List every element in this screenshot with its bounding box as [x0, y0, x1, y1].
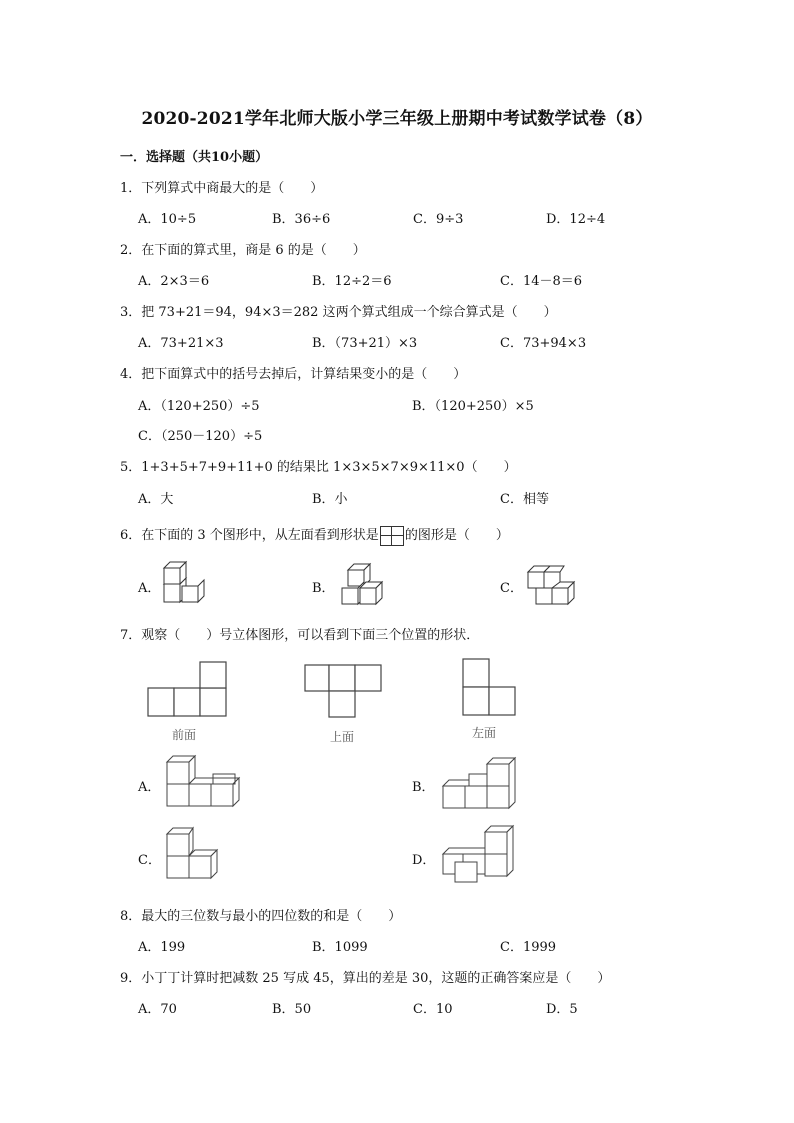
q7-option-a[interactable]: A． [138, 780, 161, 795]
question-4-stem: 4．把下面算式中的括号去掉后，计算结果变小的是（ ） [120, 367, 467, 382]
q8-option-b[interactable]: B．1099 [312, 940, 368, 955]
q1-option-b[interactable]: B．36÷6 [272, 212, 331, 227]
left-view-label: 左面 [472, 726, 497, 740]
q2-option-a[interactable]: A．2×3＝6 [138, 274, 210, 289]
q3-option-b[interactable]: B．（73+21）×3 [312, 336, 418, 351]
q1-option-a[interactable]: A．10÷5 [138, 212, 197, 227]
q6-option-c[interactable]: C． [500, 581, 523, 596]
two-by-two-square-icon [380, 526, 404, 546]
q5-option-c[interactable]: C．相等 [500, 492, 549, 507]
q4-option-a[interactable]: A．（120+250）÷5 [138, 399, 260, 414]
q6-option-a[interactable]: A． [138, 581, 161, 596]
front-view-label: 前面 [172, 728, 197, 742]
q2-option-c[interactable]: C．14－8＝6 [500, 274, 583, 289]
q6-stem-before: 6．在下面的 3 个图形中，从左面看到形状是 [120, 528, 379, 543]
section-heading: 一．选择题（共10小题） [120, 150, 269, 165]
question-6-stem [120, 524, 509, 546]
q7-figure-b-cubes-icon [441, 752, 521, 812]
q7-figure-d-cubes-icon [441, 824, 521, 886]
q7-option-c[interactable]: C． [138, 853, 161, 868]
left-view-shape-icon [462, 658, 518, 718]
question-3-stem: 3．把 73+21＝94，94×3＝282 这两个算式组成一个综合算式是（ ） [120, 305, 557, 320]
q1-option-c[interactable]: C．9÷3 [413, 212, 464, 227]
q8-option-c[interactable]: C．1999 [500, 940, 557, 955]
q6-figure-a-cubes-icon [160, 562, 210, 608]
q2-option-b[interactable]: B．12÷2＝6 [312, 274, 392, 289]
page-title: 2020-2021学年北师大版小学三年级上册期中考试数学试卷（8） [141, 109, 653, 129]
q7-figure-a-cubes-icon [165, 756, 249, 808]
top-view-shape-icon [304, 664, 384, 720]
question-9-stem: 9．小丁丁计算时把减数 25 写成 45，算出的差是 30，这题的正确答案应是（ ） [120, 971, 611, 986]
q4-option-b[interactable]: B．（120+250）×5 [412, 399, 534, 414]
q9-option-d[interactable]: D．5 [546, 1002, 578, 1017]
q6-figure-b-cubes-icon [338, 562, 388, 608]
question-1-stem: 1．下列算式中商最大的是（ ） [120, 181, 324, 196]
q6-option-b[interactable]: B． [312, 581, 335, 596]
q3-option-c[interactable]: C．73+94×3 [500, 336, 587, 351]
q5-option-a[interactable]: A．大 [138, 492, 174, 507]
question-7-stem: 7．观察（ ）号立体图形，可以看到下面三个位置的形状． [120, 628, 480, 643]
q6-figure-c-cubes-icon [524, 562, 584, 608]
q5-option-b[interactable]: B．小 [312, 492, 348, 507]
q7-option-b[interactable]: B． [412, 780, 435, 795]
q7-figure-c-cubes-icon [165, 826, 229, 882]
question-8-stem: 8．最大的三位数与最小的四位数的和是（ ） [120, 909, 402, 924]
q9-option-c[interactable]: C．10 [413, 1002, 453, 1017]
q3-option-a[interactable]: A．73+21×3 [138, 336, 224, 351]
q8-option-a[interactable]: A．199 [138, 940, 186, 955]
q1-option-d[interactable]: D．12÷4 [546, 212, 606, 227]
q9-option-b[interactable]: B．50 [272, 1002, 312, 1017]
front-view-shape-icon [147, 662, 227, 718]
top-view-label: 上面 [330, 730, 355, 744]
question-5-stem: 5．1+3+5+7+9+11+0 的结果比 1×3×5×7×9×11×0（ ） [120, 460, 517, 475]
q6-stem-after: 的图形是（ ） [404, 528, 509, 543]
q9-option-a[interactable]: A．70 [138, 1002, 177, 1017]
q4-option-c[interactable]: C．（250－120）÷5 [138, 429, 263, 444]
q7-option-d[interactable]: D． [412, 853, 436, 868]
question-2-stem: 2．在下面的算式里，商是 6 的是（ ） [120, 243, 366, 258]
